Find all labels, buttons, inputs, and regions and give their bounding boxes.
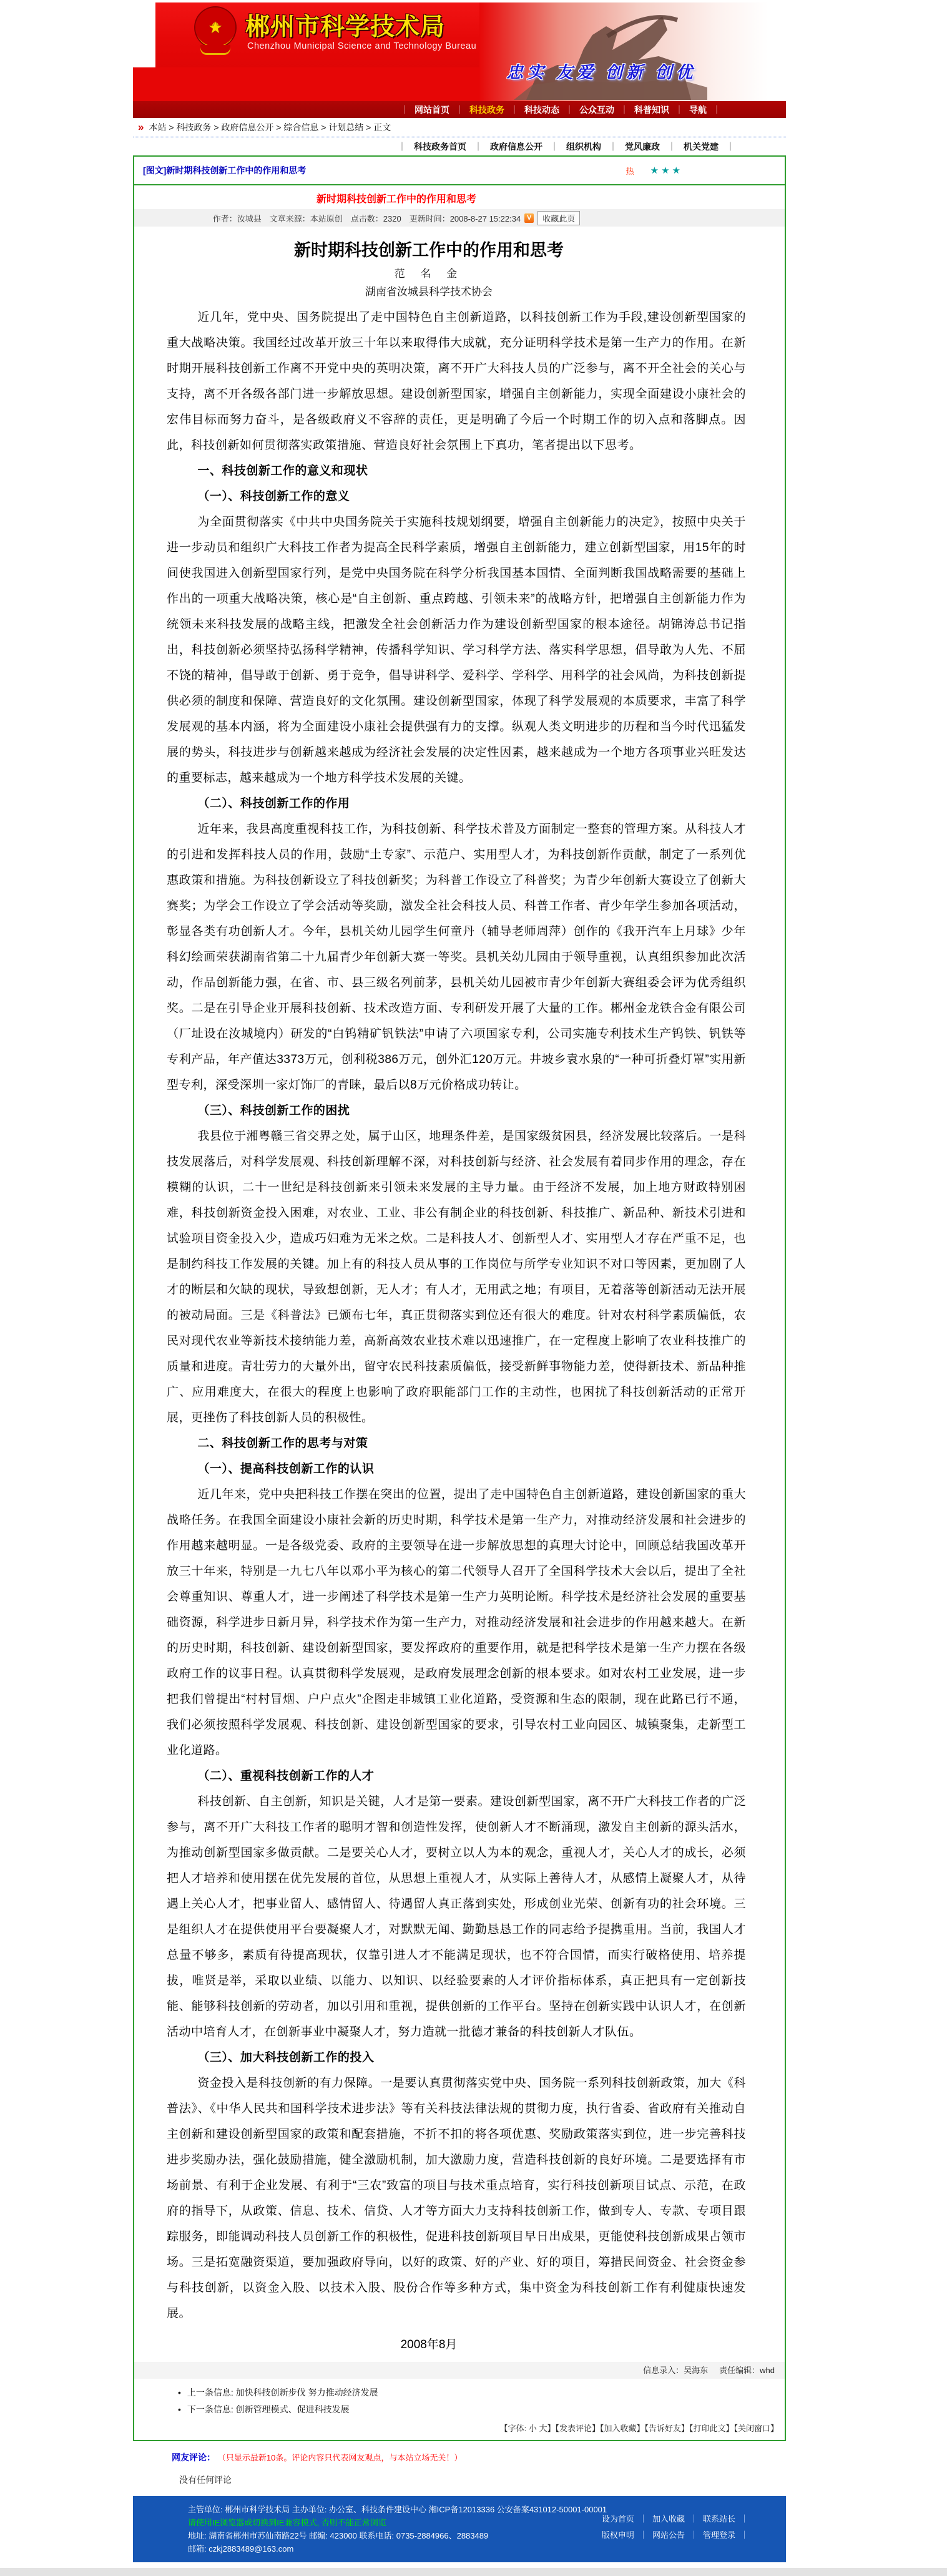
nav-separator: ｜ xyxy=(620,104,629,115)
article-author: 范 名 金 xyxy=(394,268,464,280)
article-box-titlebar xyxy=(134,157,785,185)
article-meta-text: 作者：汝城县 文章来源：本站原创 点击数：2320 更新时间：2008-8-27 15:22:34 xyxy=(212,213,521,223)
nav-item-公众互动[interactable]: 公众互动 xyxy=(579,104,614,115)
footer-separator: ｜ xyxy=(639,2514,647,2524)
nav-item-网站首页[interactable]: 网站首页 xyxy=(415,104,449,115)
section-heading: （二）、重视科技创新工作的人才 xyxy=(197,1770,375,1783)
nav-separator: ｜ xyxy=(712,104,721,115)
banner-statue-image xyxy=(479,2,768,101)
emblem-star-icon: ★ xyxy=(208,18,223,37)
footer-line1: 主管单位: 郴州市科学技术局 主办单位: 办公室、科技条件建设中心 湘ICP备12013336 公安备案431012-50001-00001 xyxy=(188,2505,607,2514)
star-rating: ★★★ xyxy=(650,165,683,176)
breadcrumb[interactable]: 本站 > 科技政务 > 政府信息公开 > 综合信息 > 计划总结 > 正文 xyxy=(149,122,391,132)
comments-section xyxy=(133,2441,786,2486)
subnav-separator: ｜ xyxy=(474,141,483,152)
subnav-item-科技政务首页[interactable]: 科技政务首页 xyxy=(414,141,466,152)
bottom-strip xyxy=(0,2568,947,2576)
national-emblem-icon xyxy=(195,7,235,47)
article-paragraph: 为全面贯彻落实《中共中央国务院关于实施科技规划纲要，增强自主创新能力的决定》，按照中央关于进一步动员和组织广大科技工作者为提高全民科学素质，增强自主创新能力，建立创新型国家，用15年的时间使我国进入创新型国家行列，是党中央国务院在科学分析我国基本国情、全面判断我国战略需要的基础上作出的一项重大战略决策，核心是“自主创新、重点跨越、引领未来”的战略方针，把增强自主创新能力作为统领未来科技发展的战略主线，把激发全社会创新活力作为建设创新型国家的根本途径。胡锦涛总书记指出，科技创新必须坚持弘扬科学精神，传播科学知识、学习科学方法、落实科学思想，倡导敢为人先、不屈不饶的精神，倡导敢于创新、勇于竞争，倡导讲科学、爱科学、学科学、用科学的社会风尚，为科技创新提供必须的制度和保障、营造良好的文化氛围。建设创新型国家，体现了科学发展观的本质要求，丰富了科学发展观的基本内涵，将为全面建设小康社会提供强有力的支撑。纵观人类文明进步的历程和当今时代迅猛发展的势头，科技进步与创新越来越成为经济社会发展的决定性因素，越来越成为一个地方各项事业兴旺发达的重要标志，越来越成为一个地方科学技术发展的关键。 xyxy=(167,516,746,785)
footer-line4: 邮箱: czkj2883489@163.com xyxy=(188,2544,294,2554)
footer-link-加入收藏[interactable]: 加入收藏 xyxy=(652,2514,685,2524)
subnav-item-机关党建[interactable]: 机关党建 xyxy=(684,141,719,152)
section-heading: 一、科技创新工作的意义和现状 xyxy=(197,464,368,477)
footer-separator: ｜ xyxy=(689,2530,698,2540)
main-navigation xyxy=(133,101,786,118)
bullet-icon: • xyxy=(178,2404,181,2414)
bullet-icon: • xyxy=(178,2387,181,2397)
footer-link-联系站长[interactable]: 联系站长 xyxy=(702,2514,735,2524)
prev-next-links xyxy=(134,2379,785,2419)
site-footer xyxy=(133,2496,786,2562)
page-container xyxy=(133,0,786,2576)
footer-separator: ｜ xyxy=(740,2530,748,2540)
article-red-title: 新时期科技创新工作中的作用和思考 xyxy=(316,194,476,205)
section-heading: （一）、提高科技创新工作的认识 xyxy=(197,1462,375,1476)
comments-label: 网友评论： xyxy=(172,2452,215,2462)
article-box xyxy=(133,155,786,2441)
footer-link-设为首页[interactable]: 设为首页 xyxy=(601,2514,634,2524)
statue-silhouette-icon xyxy=(514,5,720,100)
footer-separator: ｜ xyxy=(639,2530,647,2540)
nav-separator: ｜ xyxy=(565,104,574,115)
article-toolbar xyxy=(134,2419,785,2440)
subnav-separator: ｜ xyxy=(667,141,676,152)
toolbar-actions[interactable]: 【字体: 小 大】【发表评论】【加入收藏】【告诉好友】【打印此文】【关闭窗口】 xyxy=(499,2424,778,2433)
article-box-title-link[interactable]: [图文]新时期科技创新工作中的作用和思考 xyxy=(143,165,307,175)
footer-separator: ｜ xyxy=(740,2514,748,2524)
footer-line3: 地址: 湖南省郴州市苏仙南路22号 邮编: 423000 联系电话: 0735-2884966、2883489 xyxy=(188,2531,489,2540)
responsible-editor: 责任编辑：whd xyxy=(719,2366,775,2375)
article-paragraphs xyxy=(167,305,746,2326)
sub-navigation xyxy=(133,137,786,155)
article-paragraph: 近几年来，党中央把科技工作摆在突出的位置，提出了走中国特色自主创新道路，建设创新国家的重大战略任务。在我国全面建设小康社会新的历史时期，科学技术是第一生产力，对推动经济发展和社会进步的作用越来越明显。一是各级党委、政府的主要领导在进一步解放思想的真理大讨论中，回顾总结我国改革开放三十年来，特别是一九七八年以邓小平为核心的第二代领导人召开了全国科学技术大会以后，提出了全社会尊重知识、尊重人才，进一步阐述了科学技术是第一生产力英明论断。科学技术是经济社会发展的重要基础资源，科学进步日新月异，科学技术作为第一生产力，对推动经济发展和社会进步的作用越来越大。在新的历史时期，科技创新、建设创新型国家，要发挥政府的重要作用，就是把科学技术是第一生产力摆在各级政府工作的议事日程。认真贯彻科学发展观，是政府发展理念创新的根本要求。如对农村工业发展，进一步把我们曾提出“村村冒烟、户户点火”企图走非城镇工业化道路，受资源和生态的限制，现在此路已行不通，我们必须按照科学发展观、科技创新、建设创新型国家的要求，引导农村工业向园区、城镇聚集，走新型工业化道路。 xyxy=(167,1488,746,1757)
site-title-english: Chenzhou Municipal Science and Technology Bureau xyxy=(247,41,477,51)
section-heading: 二、科技创新工作的思考与对策 xyxy=(197,1437,368,1450)
footer-link-版权申明[interactable]: 版权申明 xyxy=(601,2530,634,2540)
footer-links-row1 xyxy=(602,2511,753,2527)
footer-link-网站公告[interactable]: 网站公告 xyxy=(652,2530,685,2540)
breadcrumb-arrows-icon: » xyxy=(138,121,143,133)
footer-browser-notice: 请使用IE浏览器或切换到IE兼容模式, 否则不能正常浏览 xyxy=(188,2518,386,2527)
nav-item-科技动态[interactable]: 科技动态 xyxy=(524,104,559,115)
add-favorite-button[interactable]: 收藏此页 xyxy=(537,211,580,225)
section-heading: （二）、科技创新工作的作用 xyxy=(197,797,350,810)
emblem-ribbon-icon xyxy=(200,45,230,55)
article-affiliation: 湖南省汝城县科学技术协会 xyxy=(365,286,493,298)
subnav-item-政府信息公开[interactable]: 政府信息公开 xyxy=(490,141,542,152)
subnav-separator: ｜ xyxy=(609,141,617,152)
comments-note: （只显示最新10条。评论内容只代表网友观点，与本站立场无关！） xyxy=(217,2453,463,2462)
article-paragraph: 我县位于湘粤赣三省交界之处，属于山区，地理条件差，是国家级贫困县，经济发展比较落后。一是科技发展落后，对科学发展观、科技创新理解不深，对科技创新与经济、社会发展有着同步作用的理念，存在模糊的认识，二十一世纪是科技创新来引领未来发展的主导力量。由于经济不发展，加上地方财政特别困难，科技创新资金投入困难，对农业、工业、非公有制企业的科技创新、科技推广、新品种、新技术引进和试验项目资金投入少，造成巧妇难为无米之炊。二是科技人才、创新型人才、实用型人才存在严重不足，也是制约科技工作发展的关键。加上有的科技人员从事的工作岗位与所学专业知识不对口等因素，更加剧了人才的断层和欠缺的现状，导致想创新，无人才；有人才，无用武之地；有项目，无着落等创新活动无法开展的被动局面。三是《科普法》已颁布七年，真正贯彻落实到位还有很大的难度。针对农村科学素质偏低，农民对现代农业等新技术接纳能力差，高新高效农业技术难以迅速推广，在一定程度上影响了农业科技推广的质量和进度。青壮劳力的大量外出，留守农民科技素质偏低，接受新鲜事物能力差，使得新技术、新品种推广、应用难度大，在很大的程度上也影响了政府职能部门工作的主动性，也困扰了科技创新活动的正常开展，更挫伤了科技创新人员的积极性。 xyxy=(167,1130,746,1424)
footer-links-row2 xyxy=(602,2527,753,2544)
article-paragraph: 资金投入是科技创新的有力保障。一是要认真贯彻落实党中央、国务院一系列科技创新政策，加大《科普法》、《中华人民共和国科学技术进步法》等有关科技法律法规的贯彻力度，执行省委、省政府有关推动自主创新和建设创新型国家的政策和配套措施，不折不扣的将各项优惠、奖励政策落实到位，进一步完善科技进步奖励办法，强化鼓励措施，健全激励机制，加大激励力度，营造科技创新的良好环境。二是要选择有市场前景、有利于企业发展、有利于“三农”致富的项目与技术重点培育，实行科技创新项目试点、示范，在政府的指导下，从政策、信息、技术、信贷、人才等方面大力支持科技创新工作，做到专人、专款、专项目跟踪服务，即能调动科技人员创新工作的积极性，促进科技创新项目早日出成果，更能使科技创新成果占领市场。三是拓宽融资渠道，要加强政府导向，以好的政策、好的产业、好的项目，筹措民间资金、社会资金参与科技创新，以资金入股、以技术入股、股份合作等多种方式，集中资金为科技创新工作有利健康快速发展。 xyxy=(167,2077,746,2320)
nav-separator: ｜ xyxy=(510,104,519,115)
subnav-item-党风廉政[interactable]: 党风廉政 xyxy=(625,141,660,152)
next-article-link[interactable]: • 下一条信息: 创新管理模式、促进科技发展 xyxy=(178,2404,350,2414)
article-date: 2008年8月 xyxy=(400,2338,458,2351)
article-meta-bar xyxy=(134,209,785,227)
article-paragraph: 近年来，我县高度重视科技工作，为科技创新、科学技术普及方面制定一整套的管理方案。从科技人才的引进和发挥科技人员的作用，鼓励“土专家”、示范户、实用型人才，为科技创新作贡献，制定了一系列优惠政策和措施。为科技创新设立了科技创新奖；为科普工作设立了科普奖；为青少年创新大赛设立了创新大赛奖；为学会工作设立了学会活动等奖励，激发全社会科技人员、科普工作者、青少年学生参加各项活动，彰显各类有功创新人才。今年，县机关幼儿园学生何童丹（辅导老师周萍）创作的《我开汽车上月球》少年科幻绘画荣获湖南省第二十九届青少年创新大赛一等奖。县机关幼儿园由于领导重视，认真组织参加此次活动，作品创新能力强，在省、市、县三级名列前茅，县机关幼儿园被市青少年创新大赛组委会评为优秀组织奖。二是在引导企业开展科技创新、技术改造方面、专利研发开展了大量的工作。郴州金龙铁合金有限公司（厂址设在汝城境内）研发的“白钨精矿钒铁法”申请了六项国家专利，公司实施专利技术生产钨铁、钒铁等专利产品，年产值达3373万元，创利税386万元，创外汇120万元。井坡乡袁水泉的“一种可折叠灯罩”实用新型专利，深受深圳一家灯饰厂的青睐，最后以8万元价格成功转让。 xyxy=(167,823,746,1092)
section-heading: （三）、加大科技创新工作的投入 xyxy=(197,2051,375,2064)
subnav-separator: ｜ xyxy=(726,141,735,152)
footer-link-管理登录[interactable]: 管理登录 xyxy=(702,2530,735,2540)
nav-item-科技政务[interactable]: 科技政务 xyxy=(469,104,504,115)
section-heading: （一）、科技创新工作的意义 xyxy=(197,490,350,503)
banner-slogan: 忠实 友爱 创新 创优 xyxy=(506,63,697,82)
nav-separator: ｜ xyxy=(675,104,684,115)
footer-links xyxy=(602,2511,753,2544)
article-paragraph: 近几年，党中央、国务院提出了走中国特色自主创新道路，以科技创新工作为手段,建设创新型国家的重大战略决策。我国经过改革开放三十年以来取得伟大成就，充分证明科学技术是第一生产力的作用。在新时期开展科技创新工作离不开党中央的英明决策，离不开广大科技人员的广泛参与，离不开全社会的关心与支持，离不开各级各部门进一步解放思想。建设创新型国家，增强自主创新能力，实现全面建设小康社会的宏伟目标而努力奋斗，是各级政府义不容辞的责任，更是明确了今后一个时期工作的切入点和落脚点。因此，科技创新如何贯彻落实政策措施、营造良好社会氛围上下真功，笔者提出以下思考。 xyxy=(167,311,746,452)
prev-article-link[interactable]: • 上一条信息: 加快科技创新步伐 努力推动经济发展 xyxy=(178,2387,378,2397)
editor-bar xyxy=(134,2362,785,2379)
article-red-title-row xyxy=(134,185,785,209)
nav-separator: ｜ xyxy=(455,104,464,115)
entry-by: 信息录入：吴海东 xyxy=(643,2366,709,2375)
site-banner xyxy=(133,2,786,101)
hot-badge: 热 xyxy=(626,166,634,176)
subnav-separator: ｜ xyxy=(398,141,406,152)
no-comments-text: 没有任何评论 xyxy=(179,2475,232,2485)
article-body xyxy=(134,227,785,2352)
subnav-separator: ｜ xyxy=(550,141,559,152)
article-paragraph: 科技创新、自主创新，知识是关键，人才是第一要素。建设创新型国家，离不开广大科技工作者的广泛参与，离不开广大科技工作者的聪明才智和创造性发挥，使创新人才不断涌现，激发自主创新的源头活水，为推动创新型国家多做贡献。二是要关心人才，要树立以人为本的观念，重视人才，关心人才的成长，必须把人才培养和使用摆在优先发展的首位，从思想上重视人才，从实际上善待人才，从感情上凝聚人才，从待遇上关心人才，把事业留人、感情留人、待遇留人真正落到实处，形成创业光荣、创新有功的社会环境。三是组织人才在提供使用平台要凝聚人才，对默默无闻、勤勤恳恳工作的同志给予提携重用。当前，我国人才总量不够多，素质有待提高现状，仅靠引进人才不能满足现状，也不符合国情，而实行破格使用、培养提拔，唯贤是举，采取以业绩、以能力、以知识、以经验要素的人才评价指标体系，真正把具有一定创新技能、能够科技创新的劳动者，加以引用和重视，提供创新的工作平台。坚持在创新实践中认识人才，在创新活动中培育人才，在创新事业中凝聚人才，努力造就一批德才兼备的科技创新人才队伍。 xyxy=(167,1795,746,2039)
nav-item-导航[interactable]: 导航 xyxy=(689,104,707,115)
breadcrumb-row xyxy=(133,118,786,137)
favorite-v-icon: V xyxy=(524,213,534,223)
nav-separator: ｜ xyxy=(400,104,409,115)
footer-separator: ｜ xyxy=(689,2514,698,2524)
nav-item-科普知识[interactable]: 科普知识 xyxy=(634,104,669,115)
banner-red-strip xyxy=(133,67,520,101)
article-title: 新时期科技创新工作中的作用和思考 xyxy=(294,241,564,260)
section-heading: （三）、科技创新工作的困扰 xyxy=(197,1104,350,1117)
site-title: 郴州市科学技术局 xyxy=(245,14,446,41)
subnav-item-组织机构[interactable]: 组织机构 xyxy=(566,141,601,152)
